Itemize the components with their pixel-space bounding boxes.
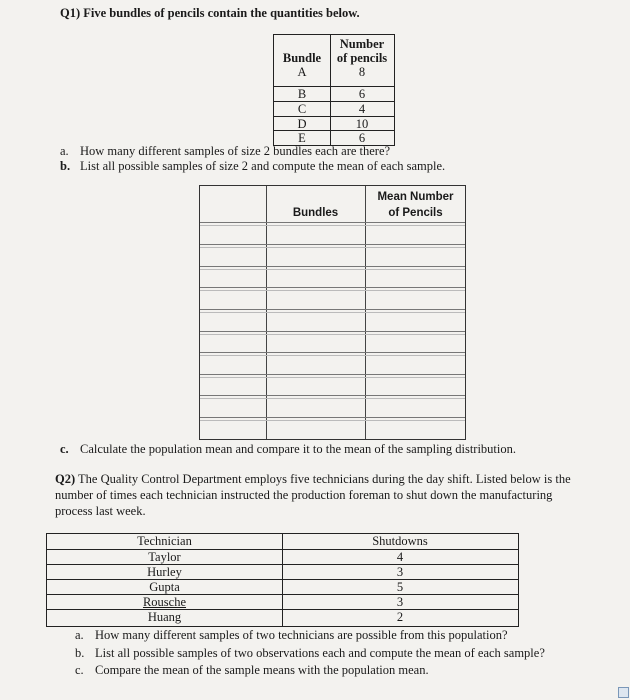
pencils-header-line2: of pencils — [336, 51, 388, 65]
sampling-grid — [199, 185, 466, 440]
table-row — [274, 130, 394, 145]
pencils-cell: 4 — [358, 102, 366, 116]
q2-part-a: a. How many different samples of two technicians are possible from this population? — [75, 628, 508, 642]
q2-part-b: b. List all possible samples of two observations each and compute the mean of each sample? — [75, 646, 545, 660]
shutdowns-cell: 3 — [396, 565, 404, 579]
q2-line1: Q2) The Quality Control Department employs five technicians during the day shift. Listed below is the — [55, 472, 571, 486]
q1-part-a: a. How many different samples of size 2 bundles each are there? — [60, 144, 391, 158]
bundles-header: Bundles — [292, 207, 339, 219]
technician-cell: Hurley — [147, 565, 182, 579]
pencils-cell: 8 — [358, 65, 366, 79]
technician-cell: Gupta — [149, 580, 180, 594]
bundle-cell: D — [297, 117, 307, 131]
table-row — [274, 86, 394, 101]
technician-header: Technician — [137, 534, 192, 548]
bundle-cell: E — [298, 131, 306, 145]
q1-part-b: b. List all possible samples of size 2 and compute the mean of each sample. — [60, 159, 446, 173]
bundle-cell: C — [297, 102, 307, 116]
table-row — [47, 549, 518, 565]
technician-cell: Taylor — [148, 550, 181, 564]
shutdowns-cell: 2 — [396, 610, 404, 624]
table-row — [47, 579, 518, 595]
pencils-cell: 10 — [355, 117, 369, 131]
table-row — [274, 116, 394, 131]
q2-line3: process last week. — [55, 504, 146, 518]
table-row — [274, 101, 394, 116]
q2-part-c: c. Compare the mean of the sample means with the population mean. — [75, 663, 429, 677]
technician-table — [46, 533, 519, 627]
q1-heading: Q1) Five bundles of pencils contain the quantities below. — [60, 6, 360, 20]
q1-part-c: c. Calculate the population mean and compare it to the mean of the sampling distribution. — [60, 442, 516, 456]
table-row — [274, 65, 394, 79]
bundle-cell: B — [297, 87, 307, 101]
bundle-cell: A — [297, 65, 307, 79]
shutdowns-cell: 4 — [396, 550, 404, 564]
table-row — [47, 609, 518, 625]
table-row — [47, 564, 518, 580]
bundle-header: Bundle — [282, 51, 322, 65]
pencils-cell: 6 — [358, 87, 366, 101]
mean-header-line1: Mean Number — [377, 191, 454, 203]
technician-cell: Rousche — [142, 595, 187, 609]
table-header-row — [47, 534, 518, 549]
pencils-header-line1: Number — [339, 37, 385, 51]
shutdowns-cell: 5 — [396, 580, 404, 594]
bundle-table — [273, 34, 395, 146]
resize-handle-icon[interactable] — [618, 687, 629, 698]
mean-header-line2: of Pencils — [388, 207, 443, 219]
table-row — [47, 594, 518, 610]
q2-line2: number of times each technician instructed the production foreman to shut down the manufacturing — [55, 488, 553, 502]
shutdowns-cell: 3 — [396, 595, 404, 609]
pencils-cell: 6 — [358, 131, 366, 145]
shutdowns-header: Shutdowns — [372, 534, 428, 548]
technician-cell: Huang — [147, 610, 182, 624]
